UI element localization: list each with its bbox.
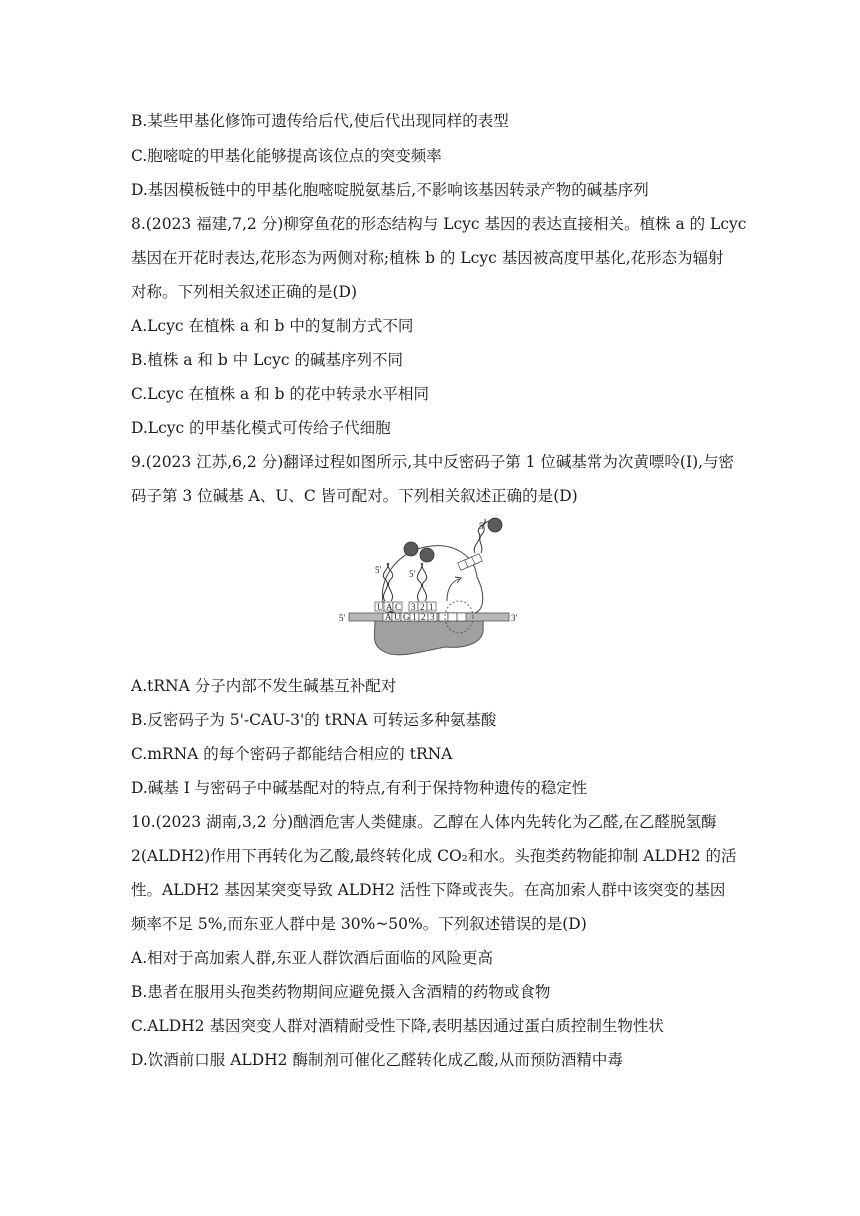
codon-base: 1 xyxy=(412,612,417,622)
anticodon-base: 2 xyxy=(420,602,425,612)
option-line: D.碱基 I 与密码子中碱基配对的特点,有利于保持物种遗传的稳定性 xyxy=(131,779,588,797)
option-line: B.植株 a 和 b 中 Lcyc 的碱基序列不同 xyxy=(131,351,403,369)
question-9-line: 9.(2023 江苏,6,2 分)翻译过程如图所示,其中反密码子第 1 位碱基常为次黄嘌呤(I),与密 xyxy=(131,453,735,471)
option-line: C.Lcyc 在植株 a 和 b 的花中转录水平相同 xyxy=(131,385,429,403)
anticodon-base: U xyxy=(377,602,384,612)
option-line: D.Lcyc 的甲基化模式可传给子代细胞 xyxy=(131,419,391,437)
option-line: A.tRNA 分子内部不发生碱基互补配对 xyxy=(131,677,397,695)
option-line: B.反密码子为 5'-CAU-3'的 tRNA 可转运多种氨基酸 xyxy=(131,711,497,729)
anticodon-base: 3 xyxy=(411,602,416,612)
trna-5-end-label: 5′ xyxy=(479,521,486,531)
question-10-line: 性。ALDH2 基因某突变导致 ALDH2 活性下降或丧失。在高加索人群中该突变的基因 xyxy=(131,881,726,899)
codon-base: U xyxy=(394,612,401,622)
option-line: C.胞嘧啶的甲基化能够提高该位点的突变频率 xyxy=(131,147,442,165)
option-line: D.饮酒前口服 ALDH2 酶制剂可催化乙醛转化成乙酸,从而预防酒精中毒 xyxy=(131,1051,623,1069)
question-9-line: 码子第 3 位碱基 A、U、C 皆可配对。下列相关叙述正确的是(D) xyxy=(131,487,578,505)
mrna-3-end-label: 3′ xyxy=(511,613,518,623)
codon-base: G xyxy=(403,612,410,622)
codon-base: 2 xyxy=(421,612,426,622)
amino-acid xyxy=(488,518,502,532)
amino-acid xyxy=(404,542,418,556)
option-line: B.某些甲基化修饰可遗传给后代,使后代出现同样的表型 xyxy=(131,112,509,130)
question-10-line: 2(ALDH2)作用下再转化为乙酸,最终转化成 CO₂和水。头孢类药物能抑制 ALDH2 的活 xyxy=(131,847,737,865)
option-line: A.Lcyc 在植株 a 和 b 中的复制方式不同 xyxy=(131,317,414,335)
amino-acid xyxy=(420,548,434,562)
translation-figure xyxy=(335,513,525,661)
anticodon-base: A xyxy=(386,602,393,612)
question-8-line: 8.(2023 福建,7,2 分)柳穿鱼花的形态结构与 Lcyc 基因的表达直接相关。植株 a 的 Lcyc xyxy=(131,215,747,233)
anticodon-base: C xyxy=(395,602,402,612)
trna-5-end-label: 5′ xyxy=(409,569,416,579)
option-line: C.ALDH2 基因突变人群对酒精耐受性下降,表明基因通过蛋白质控制生物性状 xyxy=(131,1017,664,1035)
option-line: B.患者在服用头孢类药物期间应避免摄入含酒精的药物或食物 xyxy=(131,983,551,1001)
option-line: A.相对于高加索人群,东亚人群饮酒后面临的风险更高 xyxy=(131,949,494,967)
question-8-line: 对称。下列相关叙述正确的是(D) xyxy=(131,283,358,301)
mrna-5-end-label: 5′ xyxy=(339,613,346,623)
question-10-line: 频率不足 5%,而东亚人群中是 30%~50%。下列叙述错误的是(D) xyxy=(131,915,587,933)
codon-base: A xyxy=(385,612,392,622)
anticodon-base: 1 xyxy=(429,602,434,612)
trna-5-end-label: 5′ xyxy=(375,565,382,575)
codon-base: 3 xyxy=(430,612,435,622)
option-line: C.mRNA 的每个密码子都能结合相应的 tRNA xyxy=(131,745,453,763)
question-8-line: 基因在开花时表达,花形态为两侧对称;植株 b 的 Lcyc 基因被高度甲基化,花形态为辐射 xyxy=(131,249,724,267)
option-line: D.基因模板链中的甲基化胞嘧啶脱氨基后,不影响该基因转录产物的碱基序列 xyxy=(131,181,649,199)
question-10-line: 10.(2023 湖南,3,2 分)酗酒危害人类健康。乙醇在人体内先转化为乙醛,在乙醛脱氢酶 xyxy=(131,813,717,831)
